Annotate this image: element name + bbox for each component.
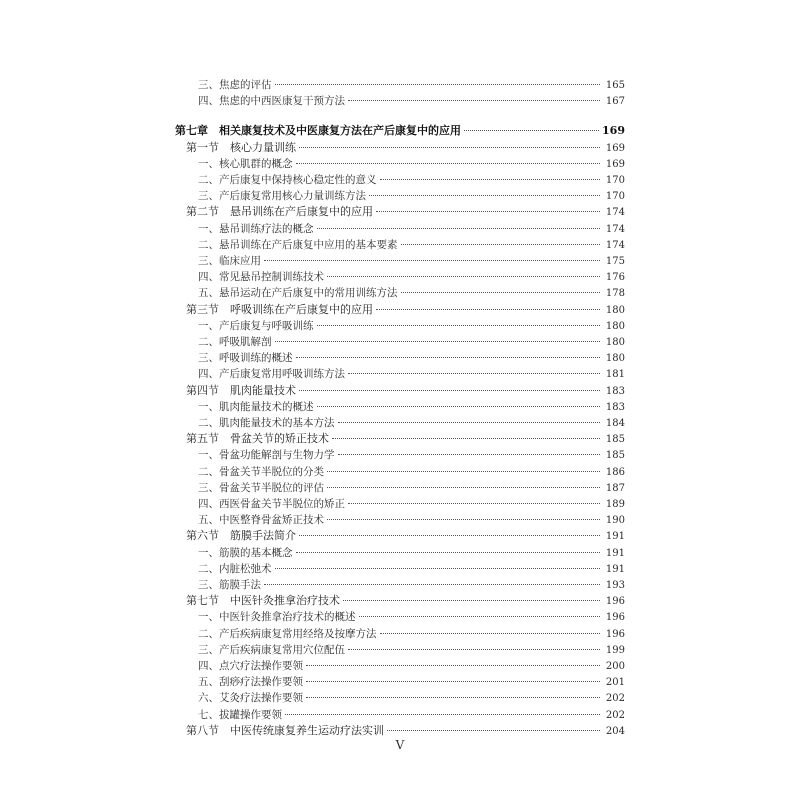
toc-item-entry <box>198 238 625 252</box>
toc-entry-title: 第五节 骨盆关节的矫正技术 <box>186 432 329 446</box>
toc-entry-page: 174 <box>605 207 625 219</box>
dot-leader <box>299 535 600 536</box>
toc-entry-page: 165 <box>605 80 625 91</box>
toc-entry-title: 第六节 筋膜手法简介 <box>186 529 296 543</box>
toc-entry-title: 七、拔罐操作要领 <box>198 708 282 721</box>
toc-entry-title: 第二节 悬吊训练在产后康复中的应用 <box>186 205 373 219</box>
dot-leader <box>317 406 601 407</box>
toc-entry-title: 五、中医整脊骨盆矫正技术 <box>198 514 324 527</box>
toc-entry-page: 196 <box>605 596 625 608</box>
dot-leader <box>332 438 600 439</box>
toc-item-entry <box>198 254 625 268</box>
toc-entry-page: 180 <box>605 304 625 316</box>
toc-item-entry <box>198 335 625 349</box>
toc-entry-title: 二、骨盆关节半脱位的分类 <box>198 465 324 478</box>
toc-entry-title: 第七章 相关康复技术及中医康复方法在产后康复中的应用 <box>175 124 461 138</box>
toc-item-entry <box>198 400 625 414</box>
toc-section-entry <box>186 141 625 155</box>
toc-item-entry <box>198 448 625 462</box>
toc-entry-title: 三、临床应用 <box>198 255 261 267</box>
dot-leader <box>306 681 600 682</box>
dot-leader <box>338 454 601 455</box>
dot-leader <box>327 471 600 472</box>
toc-entry-page: 175 <box>605 256 625 267</box>
toc-entry-page: 202 <box>605 709 625 721</box>
toc-entry-title: 第四节 肌肉能量技术 <box>186 383 296 397</box>
toc-item-entry <box>198 222 625 236</box>
dot-leader <box>296 357 601 358</box>
toc-section-entry <box>186 724 625 738</box>
dot-leader <box>264 584 600 585</box>
dot-leader <box>348 100 600 101</box>
toc-entry-page: 183 <box>605 401 625 413</box>
toc-item-entry <box>198 513 625 527</box>
toc-entry-title: 二、内脏松弛术 <box>198 562 272 575</box>
toc-entry-title: 三、筋膜手法 <box>198 579 261 591</box>
toc-entry-title: 四、常见悬吊控制训练技术 <box>198 271 324 284</box>
toc-entry-title: 四、西医骨盆关节半脱位的矫正 <box>198 498 345 510</box>
toc-item-entry <box>198 157 625 171</box>
toc-item-entry <box>198 659 625 673</box>
toc-entry-page: 183 <box>605 385 625 397</box>
dot-leader <box>338 422 601 423</box>
toc-item-entry <box>198 546 625 560</box>
toc-entry-page: 191 <box>605 547 625 559</box>
toc-item-entry <box>198 708 625 722</box>
toc-entry-title: 三、呼吸训练的概述 <box>198 352 293 365</box>
toc-entry-page: 201 <box>605 677 625 689</box>
dot-leader <box>359 616 601 617</box>
toc-section-entry <box>186 432 625 446</box>
toc-entry-title: 一、产后康复与呼吸训练 <box>198 319 314 332</box>
toc-item-entry <box>198 189 625 203</box>
toc-entry-page: 200 <box>605 661 625 672</box>
page-number: V <box>395 738 405 752</box>
toc-entry-page: 174 <box>605 223 625 235</box>
toc-entry-page: 185 <box>605 434 625 446</box>
toc-entry-page: 169 <box>602 124 625 138</box>
toc-entry-title: 第七节 中医针灸推拿治疗技术 <box>186 594 340 608</box>
toc-entry-page: 170 <box>605 175 625 186</box>
toc-entry-title: 三、焦虑的评估 <box>198 79 272 91</box>
toc-item-entry <box>198 319 625 333</box>
dot-leader <box>327 487 600 488</box>
toc-entry-title: 第一节 核心力量训练 <box>186 140 296 154</box>
toc-entry-page: 169 <box>605 158 625 170</box>
toc-item-entry <box>198 270 625 284</box>
toc-entry-title: 第三节 呼吸训练在产后康复中的应用 <box>186 302 373 316</box>
dot-leader <box>275 568 601 569</box>
dot-leader <box>317 325 601 326</box>
toc-entry-title: 一、肌肉能量技术的概述 <box>198 400 314 413</box>
dot-leader <box>306 697 600 698</box>
toc-entry-page: 185 <box>605 450 625 462</box>
toc-entry-title: 二、产后康复中保持核心稳定性的意义 <box>198 174 377 186</box>
toc-section-entry <box>186 205 625 219</box>
toc-item-entry <box>198 481 625 495</box>
dot-leader <box>376 211 600 212</box>
toc-entry-page: 169 <box>605 142 625 154</box>
toc-entry-page: 180 <box>605 337 625 348</box>
toc-section-entry <box>186 594 625 608</box>
toc-entry-title: 三、产后康复常用核心力量训练方法 <box>198 190 366 203</box>
dot-leader <box>327 276 600 277</box>
toc-item-entry <box>198 497 625 511</box>
toc-entry-title: 五、刮痧疗法操作要领 <box>198 676 303 689</box>
toc-entry-page: 193 <box>605 580 625 591</box>
toc-entry-page: 189 <box>605 499 625 510</box>
toc-item-entry <box>198 627 625 641</box>
toc-entry-page: 174 <box>605 239 625 251</box>
toc-item-entry <box>198 610 625 624</box>
dot-leader <box>348 503 600 504</box>
toc-entry-title: 一、骨盆功能解剖与生物力学 <box>198 449 335 462</box>
toc-chapter-entry <box>175 124 625 138</box>
dot-leader <box>348 649 600 650</box>
toc-entry-title: 三、骨盆关节半脱位的评估 <box>198 481 324 494</box>
dot-leader <box>369 195 600 196</box>
toc-entry-page: 191 <box>605 563 625 575</box>
dot-leader <box>401 244 601 245</box>
dot-leader <box>464 130 599 131</box>
toc-item-entry <box>198 578 625 592</box>
toc-entry-page: 196 <box>605 628 625 640</box>
toc-entry-page: 186 <box>605 466 625 478</box>
dot-leader <box>380 179 601 180</box>
toc-entry-page: 204 <box>605 725 625 737</box>
toc-entry-title: 四、点穴疗法操作要领 <box>198 660 303 672</box>
toc-item-entry <box>198 367 625 381</box>
dot-leader <box>317 228 601 229</box>
toc-entry-page: 184 <box>605 418 625 429</box>
toc-entry-title: 二、肌肉能量技术的基本方法 <box>198 417 335 429</box>
dot-leader <box>380 633 601 634</box>
toc-entry-page: 170 <box>605 191 625 203</box>
toc-entry-title: 第八节 中医传统康复养生运动疗法实训 <box>186 723 384 737</box>
toc-entry-page: 191 <box>605 531 625 543</box>
toc-section-entry <box>186 529 625 543</box>
toc-entry-title: 四、产后康复常用呼吸训练方法 <box>198 368 345 381</box>
toc-entry-page: 202 <box>605 693 625 705</box>
toc-section-entry <box>186 303 625 317</box>
toc-entry-title: 一、中医针灸推拿治疗技术的概述 <box>198 611 356 624</box>
toc-item-entry <box>198 643 625 657</box>
toc-entry-page: 181 <box>605 369 625 381</box>
toc-entry-title: 一、筋膜的基本概念 <box>198 546 293 559</box>
toc-item-entry <box>198 78 625 92</box>
dot-leader <box>327 519 600 520</box>
toc-item-entry <box>198 691 625 705</box>
toc-item-entry <box>198 562 625 576</box>
dot-leader <box>299 390 600 391</box>
toc-entry-page: 176 <box>605 272 625 284</box>
toc-item-entry <box>198 675 625 689</box>
dot-leader <box>264 260 600 261</box>
toc-section-entry <box>186 384 625 398</box>
toc-entry-page: 178 <box>605 288 625 300</box>
dot-leader <box>306 665 600 666</box>
toc-entry-title: 一、核心肌群的概念 <box>198 157 293 170</box>
toc-entry-title: 一、悬吊训练疗法的概念 <box>198 222 314 235</box>
toc-entry-title: 二、呼吸肌解剖 <box>198 336 272 348</box>
dot-leader <box>296 552 601 553</box>
dot-leader <box>343 600 600 601</box>
toc-entry-page: 180 <box>605 320 625 332</box>
dot-leader <box>285 714 600 715</box>
toc-entry-title: 二、悬吊训练在产后康复中应用的基本要素 <box>198 238 398 251</box>
dot-leader <box>275 84 601 85</box>
dot-leader <box>275 341 601 342</box>
toc-entry-page: 199 <box>605 644 625 656</box>
toc-entry-page: 190 <box>605 515 625 527</box>
toc-entry-title: 三、产后疾病康复常用穴位配伍 <box>198 643 345 656</box>
toc-item-entry <box>198 94 625 108</box>
toc-entry-page: 180 <box>605 353 625 365</box>
toc-entry-title: 五、悬吊运动在产后康复中的常用训练方法 <box>198 287 398 300</box>
dot-leader <box>401 292 601 293</box>
toc-entry-page: 196 <box>605 612 625 624</box>
dot-leader <box>387 730 600 731</box>
dot-leader <box>296 163 601 164</box>
toc-item-entry <box>198 465 625 479</box>
toc-entry-page: 187 <box>605 482 625 494</box>
toc-item-entry <box>198 416 625 430</box>
toc-item-entry <box>198 351 625 365</box>
dot-leader <box>299 147 600 148</box>
toc-entry-title: 六、艾灸疗法操作要领 <box>198 692 303 705</box>
dot-leader <box>348 373 600 374</box>
toc-entry-page: 167 <box>605 96 625 108</box>
toc-item-entry <box>198 286 625 300</box>
toc-item-entry <box>198 173 625 187</box>
dot-leader <box>376 309 600 310</box>
toc-entry-title: 二、产后疾病康复常用经络及按摩方法 <box>198 627 377 640</box>
toc-entry-title: 四、焦虑的中西医康复干预方法 <box>198 95 345 108</box>
